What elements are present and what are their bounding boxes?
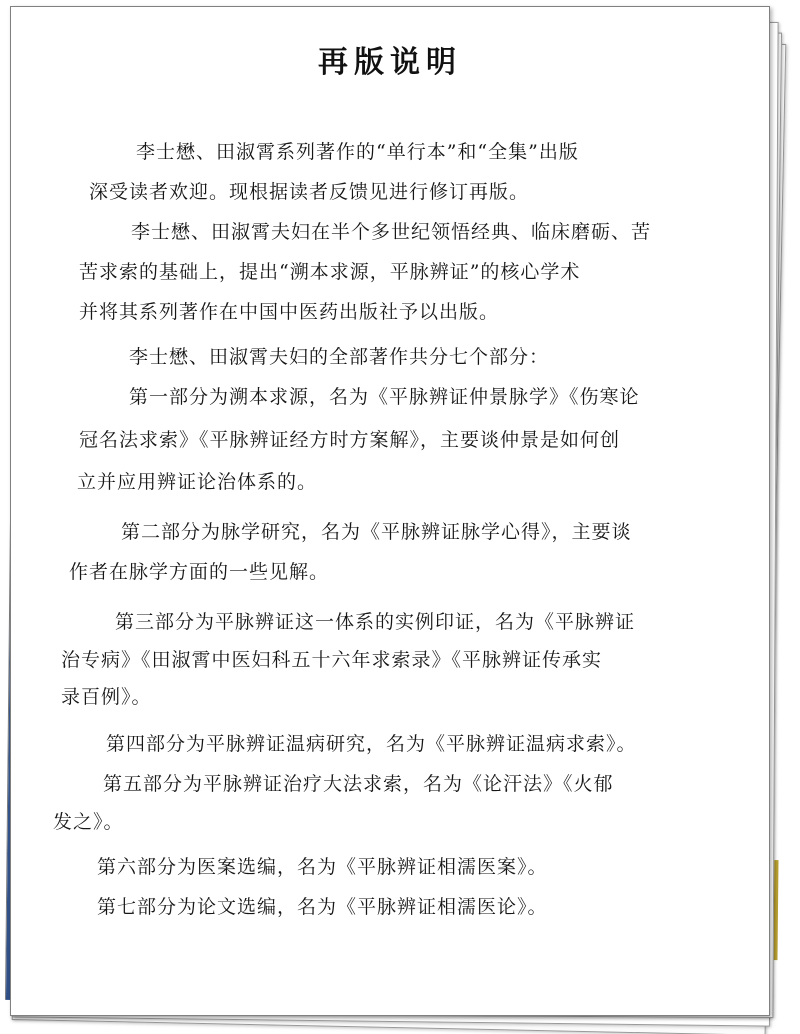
paragraph-line: 第七部分为论文选编，名为《平脉辨证相濡医论》。 [97, 896, 548, 918]
paragraph-line: 冠名法求索》《平脉辨证经方时方案解》，主要谈仲景是如何创 [79, 429, 621, 451]
page-title: 再版说明 [318, 45, 462, 80]
paragraph-line: 第一部分为溯本求源，名为《平脉辨证仲景脉学》《伤寒论 [129, 386, 640, 408]
paragraph-line: 作者在脉学方面的一些见解。 [69, 561, 330, 583]
paragraph-line: 第五部分为平脉辨证治疗大法求索，名为《论汗法》《火郁 [103, 773, 614, 795]
paragraph-line: 第六部分为医案选编，名为《平脉辨证相濡医案》。 [97, 856, 548, 878]
paragraph-line: 苦求索的基础上，提出“溯本求源，平脉辨证”的核心学术 [79, 261, 581, 283]
paragraph-line: 第二部分为脉学研究，名为《平脉辨证脉学心得》，主要谈 [121, 521, 632, 543]
paragraph-line: 李士懋、田淑霄夫妇在半个多世纪领悟经典、临床磨砺、苦 [131, 221, 652, 243]
paragraph-line: 李士懋、田淑霄系列著作的“单行本”和“全集”出版 [136, 141, 579, 163]
paragraph-line: 第四部分为平脉辨证温病研究，名为《平脉辨证温病求索》。 [106, 733, 637, 755]
document-page [10, 6, 770, 1016]
paragraph-line: 李士懋、田淑霄夫妇的全部著作共分七个部分： [129, 346, 550, 368]
paragraph-line: 立并应用辨证论治体系的。 [77, 471, 318, 493]
paragraph-line: 并将其系列著作在中国中医药出版社予以出版。 [79, 301, 500, 323]
paragraph-line: 治专病》《田淑霄中医妇科五十六年求索录》《平脉辨证传承实 [61, 649, 603, 671]
paragraph-line: 深受读者欢迎。现根据读者反馈见进行修订再版。 [89, 181, 530, 203]
paragraph-line: 录百例》。 [61, 686, 152, 708]
paragraph-line: 发之》。 [53, 811, 124, 833]
paragraph-line: 第三部分为平脉辨证这一体系的实例印证，名为《平脉辨证 [115, 611, 636, 633]
